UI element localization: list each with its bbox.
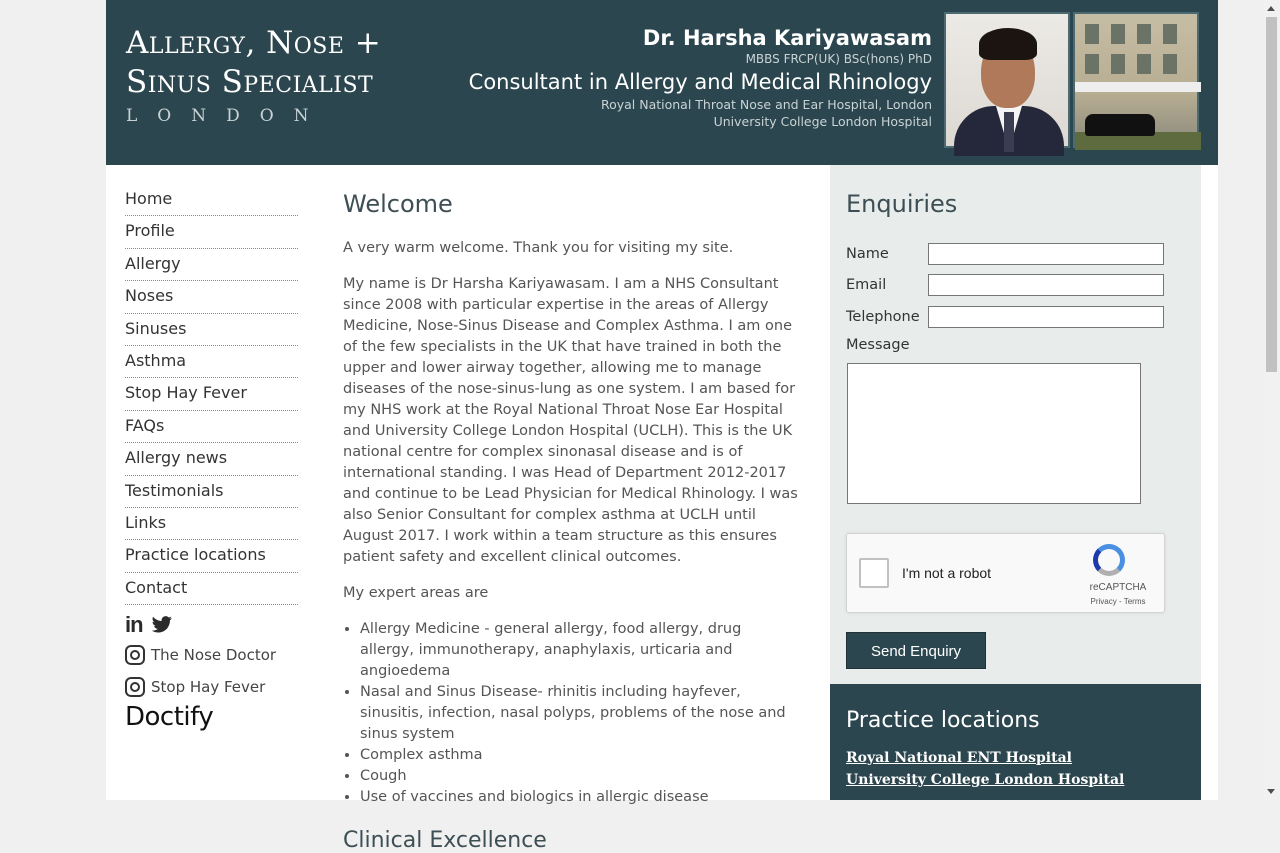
hospital-1: Royal National Throat Nose and Ear Hospital, London [600, 97, 932, 112]
doctor-name: Dr. Harsha Kariyawasam [642, 26, 932, 50]
doctify-logo[interactable]: Doctify [125, 702, 214, 732]
enquiries-title: Enquiries [846, 190, 958, 218]
telephone-input[interactable] [928, 306, 1164, 328]
send-enquiry-button[interactable]: Send Enquiry [846, 632, 986, 669]
nav-item-allergy-news[interactable]: Allergy news [125, 443, 298, 475]
location-link-uclh[interactable]: University College London Hospital [846, 772, 1125, 788]
social-links [125, 614, 276, 732]
page [106, 0, 1218, 853]
instagram-label-1: The Nose Doctor [151, 646, 277, 664]
twitter-icon[interactable] [151, 616, 173, 634]
nav-item-asthma[interactable]: Asthma [125, 346, 298, 378]
social-row-1 [125, 614, 276, 636]
instagram-nose-doctor-link[interactable] [125, 642, 276, 668]
section-title-clinical-excellence: Clinical Excellence [343, 828, 547, 853]
email-row [846, 270, 1185, 302]
instagram-label-2: Stop Hay Fever [151, 678, 266, 696]
site-header [106, 0, 1218, 165]
list-item: • Nasal and Sinus Disease- rhinitis including hayfever, sinusitis, infection, nasal polyps, problems of the nose and sinus system [360, 682, 798, 745]
recaptcha-brand: reCAPTCHA [1089, 581, 1147, 593]
nav-item-noses[interactable]: Noses [125, 281, 298, 313]
instagram-icon [125, 645, 145, 665]
hospital-photo [1073, 12, 1199, 148]
telephone-label: Telephone [846, 308, 920, 325]
recaptcha-label: I'm not a robot [902, 564, 992, 581]
expert-heading: My expert areas are [343, 585, 489, 601]
nav-item-allergy[interactable]: Allergy [125, 249, 298, 281]
bio-text: My name is Dr Harsha Kariyawasam. I am a NHS Consultant since 2008 with particular expertise in the areas of Allergy Medicine, Nose-Sinus Disease and Complex Asthma. I am one of the few specialists in the UK that have trained in both the upper and lower airway together, allowing me to manage diseases of the nose-sinus-lung as one system. I am based for my NHS work at the Royal National Throat Nose Ear Hospital and University College London Hospital (UCLH). This is the UK national centre for complex sinonasal disease and is of international standing. I was Head of Department 2012-2017 and continue to be Lead Physician for Medical Rhinology. I was also Senior Consultant for complex asthma at UCLH until August 2017. I work within a team structure as this ensures patient safety and excellent clinical outcomes. [343, 276, 798, 565]
nav-item-practice-locations[interactable]: Practice locations [125, 540, 298, 572]
nav-item-contact[interactable]: Contact [125, 573, 298, 605]
scroll-up-icon[interactable] [1267, 6, 1275, 11]
page-title: Welcome [343, 190, 453, 218]
message-textarea[interactable] [847, 363, 1141, 504]
instagram-stop-hay-fever-link[interactable] [125, 674, 276, 700]
nav-item-faqs[interactable]: FAQs [125, 411, 298, 443]
recaptcha-checkbox[interactable] [859, 558, 889, 588]
email-input[interactable] [928, 274, 1164, 296]
list-item: • Complex asthma [360, 745, 798, 766]
recaptcha-widget [846, 533, 1165, 613]
list-item: • Use of vaccines and biologics in allergic disease [360, 787, 798, 808]
logo-line-3: LONDON [126, 106, 329, 126]
sidebar-nav [125, 184, 298, 605]
practice-locations-panel [830, 684, 1201, 800]
location-link-rnenth[interactable]: Royal National ENT Hospital [846, 750, 1072, 766]
site-logo[interactable] [126, 24, 381, 126]
name-input[interactable] [928, 243, 1164, 265]
vertical-scrollbar[interactable] [1263, 0, 1280, 800]
nav-item-home[interactable]: Home [125, 184, 298, 216]
name-label: Name [846, 245, 889, 262]
main-content [343, 190, 798, 853]
linkedin-icon[interactable]: in [125, 612, 143, 637]
expert-areas-list [360, 619, 798, 808]
intro-text: A very warm welcome. Thank you for visiting my site. [343, 240, 734, 256]
nav-item-links[interactable]: Links [125, 508, 298, 540]
nav-item-sinuses[interactable]: Sinuses [125, 314, 298, 346]
doctor-info [469, 25, 932, 130]
doctor-qualifications: MBBS FRCP(UK) BSc(hons) PhD [745, 52, 932, 66]
logo-line-2: Sinus Specialist [126, 64, 374, 100]
recaptcha-terms[interactable]: Privacy - Terms [1090, 596, 1146, 606]
recaptcha-icon [1093, 544, 1125, 576]
nav-item-testimonials[interactable]: Testimonials [125, 476, 298, 508]
name-row [846, 238, 1185, 270]
email-label: Email [846, 277, 887, 294]
instagram-icon [125, 677, 145, 697]
list-item: • Cough [360, 766, 798, 787]
practice-locations-title: Practice locations [846, 708, 1040, 733]
scrollbar-thumb[interactable] [1266, 17, 1277, 372]
nav-item-stop-hay-fever[interactable]: Stop Hay Fever [125, 378, 298, 410]
scroll-down-icon[interactable] [1267, 789, 1275, 794]
doctor-role: Consultant in Allergy and Medical Rhinology [468, 70, 932, 94]
logo-line-1: Allergy, Nose + [126, 25, 382, 61]
telephone-row [846, 301, 1185, 333]
enquiries-panel [830, 165, 1201, 684]
list-item: • Allergy Medicine - general allergy, food allergy, drug allergy, immunotherapy, anaphylaxis, urticaria and angioedema [360, 619, 798, 682]
hospital-2: University College London Hospital [713, 114, 932, 129]
nav-item-profile[interactable]: Profile [125, 216, 298, 248]
message-label: Message [846, 336, 910, 353]
doctor-photo [944, 12, 1070, 148]
